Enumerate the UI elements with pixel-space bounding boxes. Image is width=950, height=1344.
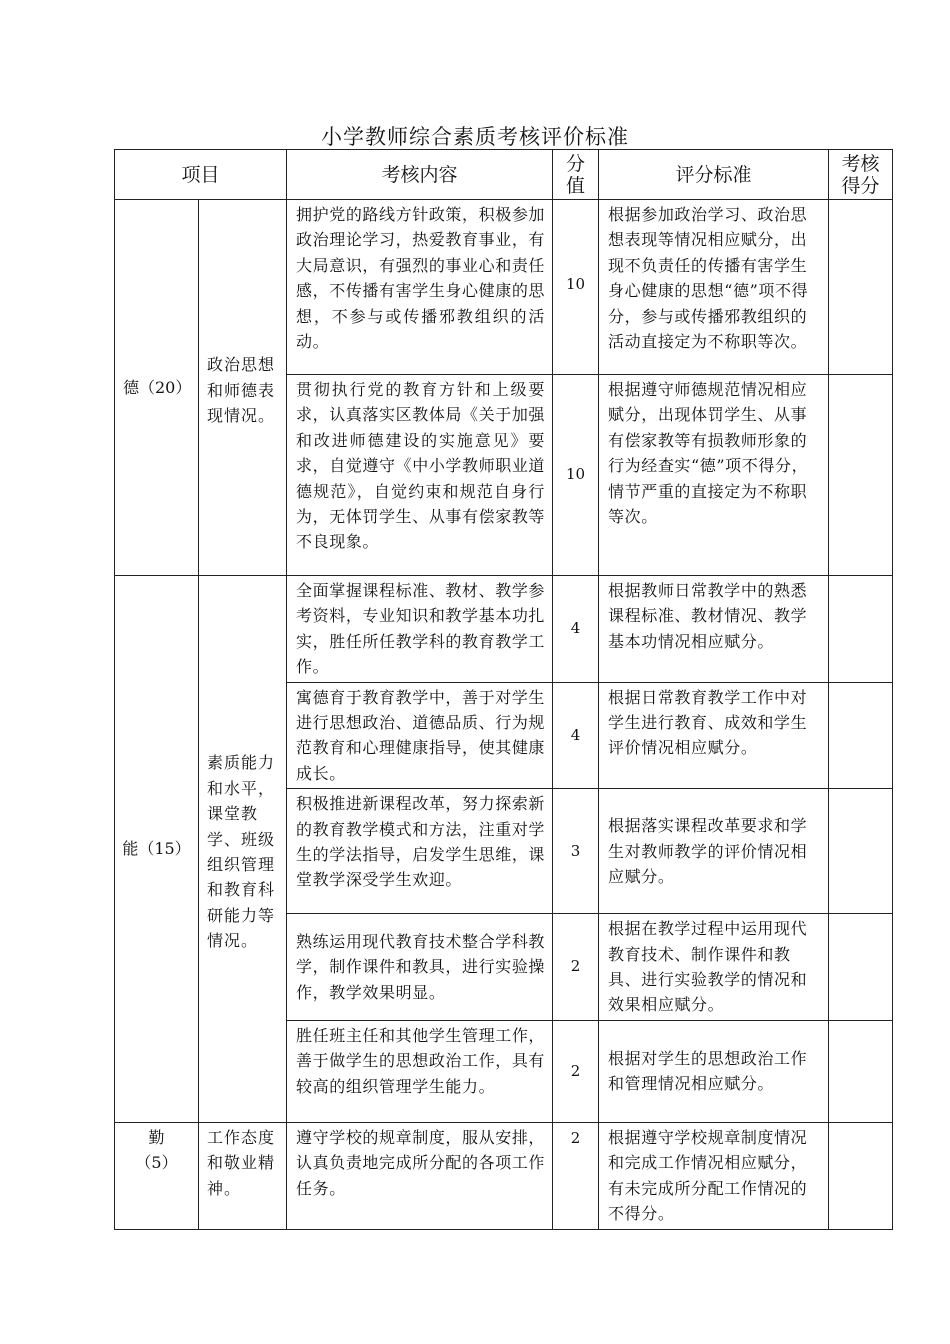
table-row [115, 576, 893, 683]
score-cell: 4 [553, 682, 599, 789]
result-cell [829, 200, 893, 375]
score-cell: 2 [553, 914, 599, 1021]
standard-cell: 根据对学生的思想政治工作和管理情况相应赋分。 [599, 1020, 829, 1122]
result-cell [829, 375, 893, 576]
content-cell: 全面掌握课程标准、教材、教学参考资料，专业知识和教学基本功扎实，胜任所任教学科的教育教学工作。 [287, 576, 553, 683]
standard-cell: 根据参加政治学习、政治思想表现等情况相应赋分，出现不负责任的传播有害学生身心健康的思想“德”项不得分，参与或传播邪教组织的活动直接定为不称职等次。 [599, 200, 829, 375]
header-score: 分值 [553, 150, 599, 200]
table-header-row [115, 150, 893, 200]
category-neng: 能（15） [115, 576, 199, 1123]
result-cell [829, 682, 893, 789]
standard-cell: 根据日常教育教学工作中对学生进行教育、成效和学生评价情况相应赋分。 [599, 682, 829, 789]
score-cell: 3 [553, 789, 599, 914]
standard-cell: 根据教师日常教学中的熟悉课程标准、教材情况、教学基本功情况相应赋分。 [599, 576, 829, 683]
score-cell: 10 [553, 375, 599, 576]
content-cell: 遵守学校的规章制度，服从安排，认真负责地完成所分配的各项工作任务。 [287, 1122, 553, 1229]
category-de: 德（20） [115, 200, 199, 576]
evaluation-table [114, 149, 893, 1230]
category-qin [115, 1122, 199, 1229]
result-cell [829, 1122, 893, 1229]
subitem-neng: 素质能力和水平，课堂教学、班级组织管理和教育科研能力等情况。 [199, 576, 287, 1123]
category-qin-line1: 勤 [148, 1127, 165, 1147]
content-cell: 胜任班主任和其他学生管理工作，善于做学生的思想政治工作，具有较高的组织管理学生能力。 [287, 1020, 553, 1122]
score-cell: 2 [553, 1122, 599, 1229]
standard-cell: 根据落实课程改革要求和学生对教师教学的评价情况相应赋分。 [599, 789, 829, 914]
content-cell: 拥护党的路线方针政策，积极参加政治理论学习，热爱教育事业，有大局意识，有强烈的事业心和责任感，不传播有害学生身心健康的思想，不参与或传播邪教组织的活动。 [287, 200, 553, 375]
standard-cell: 根据遵守学校规章制度情况和完成工作情况相应赋分，有未完成所分配工作情况的不得分。 [599, 1122, 829, 1229]
score-cell: 10 [553, 200, 599, 375]
header-project: 项目 [115, 150, 287, 200]
subitem-qin: 工作态度和敬业精神。 [199, 1122, 287, 1229]
content-cell: 熟练运用现代教育技术整合学科教学，制作课件和教具，进行实验操作，教学效果明显。 [287, 914, 553, 1021]
table-row [115, 1122, 893, 1229]
document-title: 小学教师综合素质考核评价标准 [321, 125, 629, 149]
header-standard: 评分标准 [599, 150, 829, 200]
table-row [115, 200, 893, 375]
content-cell: 积极推进新课程改革，努力探索新的教育教学模式和方法，注重对学生的学法指导，启发学生思维，课堂教学深受学生欢迎。 [287, 789, 553, 914]
header-result: 考核得分 [829, 150, 893, 200]
content-cell: 寓德育于教育教学中，善于对学生进行思想政治、道德品质、行为规范教育和心理健康指导，使其健康成长。 [287, 682, 553, 789]
score-cell: 2 [553, 1020, 599, 1122]
result-cell [829, 914, 893, 1021]
result-cell [829, 576, 893, 683]
standard-cell: 根据遵守师德规范情况相应赋分，出现体罚学生、从事有偿家教等有损教师形象的行为经查实“德”项不得分，情节严重的直接定为不称职等次。 [599, 375, 829, 576]
category-qin-line2: （5） [135, 1153, 178, 1173]
header-content: 考核内容 [287, 150, 553, 200]
result-cell [829, 789, 893, 914]
content-cell: 贯彻执行党的教育方针和上级要求，认真落实区教体局《关于加强和改进师德建设的实施意见》要求，自觉遵守《中小学教师职业道德规范》，自觉约束和规范自身行为，无体罚学生、从事有偿家教等不良现象。 [287, 375, 553, 576]
score-cell: 4 [553, 576, 599, 683]
subitem-de: 政治思想和师德表现情况。 [199, 200, 287, 576]
standard-cell: 根据在教学过程中运用现代教育技术、制作课件和教具、进行实验教学的情况和效果相应赋分。 [599, 914, 829, 1021]
result-cell [829, 1020, 893, 1122]
